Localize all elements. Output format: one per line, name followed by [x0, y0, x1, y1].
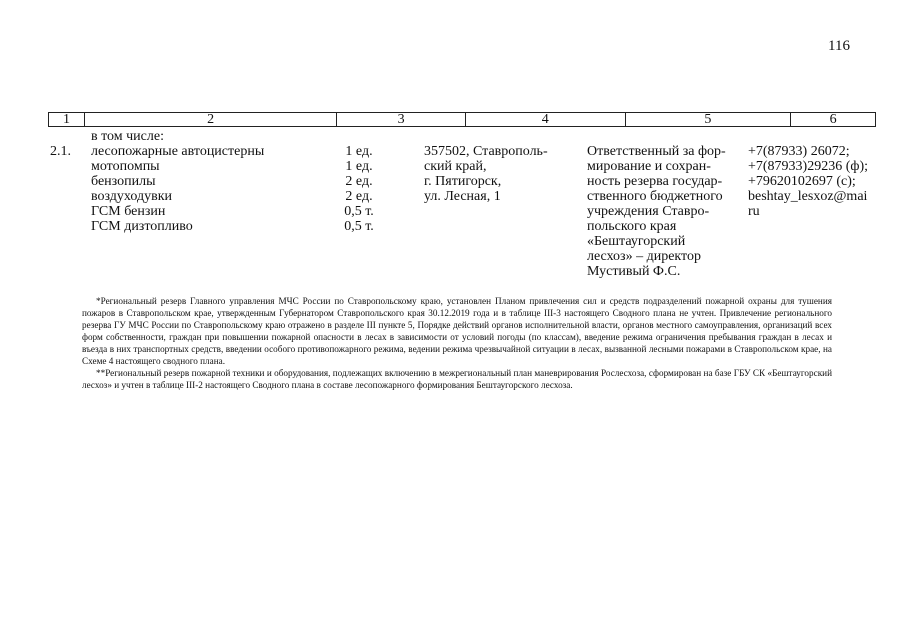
quantity-line: 1 ед. [345, 144, 373, 159]
responsible-line: учреждения Ставро- [587, 204, 710, 219]
footnotes [82, 295, 832, 391]
responsible-line: мирование и сохран- [587, 159, 711, 174]
equipment-line: мотопомпы [91, 159, 160, 174]
responsible-line: Мустивый Ф.С. [587, 264, 681, 279]
equipment-line: бензопилы [91, 174, 156, 189]
header-cell-1: 1 [49, 113, 85, 126]
equipment-list [91, 129, 264, 234]
table-header-row [48, 112, 876, 127]
responsible-line: польского края [587, 219, 677, 234]
address-line: 357502, Ставрополь- [424, 144, 548, 159]
responsible-person [587, 144, 726, 279]
quantity-line: 0,5 т. [344, 204, 374, 219]
header-cell-4: 4 [466, 113, 626, 126]
quantity-line: 2 ед. [345, 189, 373, 204]
address-line: г. Пятигорск, [424, 174, 502, 189]
address-line: ул. Лесная, 1 [424, 189, 501, 204]
contact-line: beshtay_lesxoz@mai [748, 189, 868, 204]
address-line: ский край, [424, 159, 487, 174]
responsible-line: ственного бюджетного [587, 189, 723, 204]
header-cell-2: 2 [85, 113, 337, 126]
quantity-line: 1 ед. [345, 159, 373, 174]
equipment-line: ГСМ бензин [91, 204, 166, 219]
equipment-line: лесопожарные автоцистерны [91, 144, 265, 159]
header-cell-5: 5 [626, 113, 792, 126]
contact-line: ru [748, 204, 760, 219]
page-number: 116 [828, 38, 850, 54]
contact-line: +7(87933)29236 (ф); [748, 159, 869, 174]
contact-line: +7(87933) 26072; [748, 144, 850, 159]
header-cell-3: 3 [337, 113, 466, 126]
responsible-line: «Бештаугорский [587, 234, 686, 249]
address [424, 144, 548, 204]
responsible-line: лесхоз» – директор [587, 249, 701, 264]
quantity-list [340, 144, 378, 234]
equipment-line: воздуходувки [91, 189, 173, 204]
header-cell-6: 6 [829, 112, 837, 127]
equipment-line: в том числе: [91, 129, 164, 144]
contacts [748, 144, 868, 219]
footnote-1: *Региональный резерв Главного управления МЧС России по Ставропольскому краю, установлен Планом привлечения сил и средств подразделений пожарной охраны для тушения пожаров в Ставропольском крае, утвержденным Губернатором Ставропольского края 30.12.2019 года и в таблице III-3 настоящего Сводного плана не учтен. Привлечение регионального резерва ГУ МЧС России по Ставропольскому краю отражено в разделе III пункте 5, Порядке действий органов исполнительной власти, органов местного самоуправления, организаций всех форм собственности, граждан при повышении пожарной опасности в лесах в зависимости от условий погоды (по классам), введение режима ограничения пребывания граждан в лесах и въезда в них транспортных средств, введении особого противопожарного режима, ведении режима чрезвычайной ситуации в лесах, вызванной лесными пожарами в Ставропольском крае, на Схеме 4 настоящего сводного плана. [82, 296, 832, 366]
quantity-line: 0,5 т. [344, 219, 374, 234]
contact-line: +79620102697 (с); [748, 174, 856, 189]
quantity-line: 2 ед. [345, 174, 373, 189]
responsible-line: ность резерва государ- [587, 174, 723, 189]
row-number: 2.1. [50, 144, 71, 159]
footnote-2: **Региональный резерв пожарной техники и оборудования, подлежащих включению в межрегиональный план маневрирования Рослесхоза, сформирован на базе ГБУ СК «Бештаугорский лесхоз» и учтен в таблице III-2 настоящего Сводного плана в составе лесопожарного формирования Бештаугорского лесхоза. [82, 368, 832, 390]
responsible-line: Ответственный за фор- [587, 144, 726, 159]
equipment-line: ГСМ дизтопливо [91, 219, 193, 234]
